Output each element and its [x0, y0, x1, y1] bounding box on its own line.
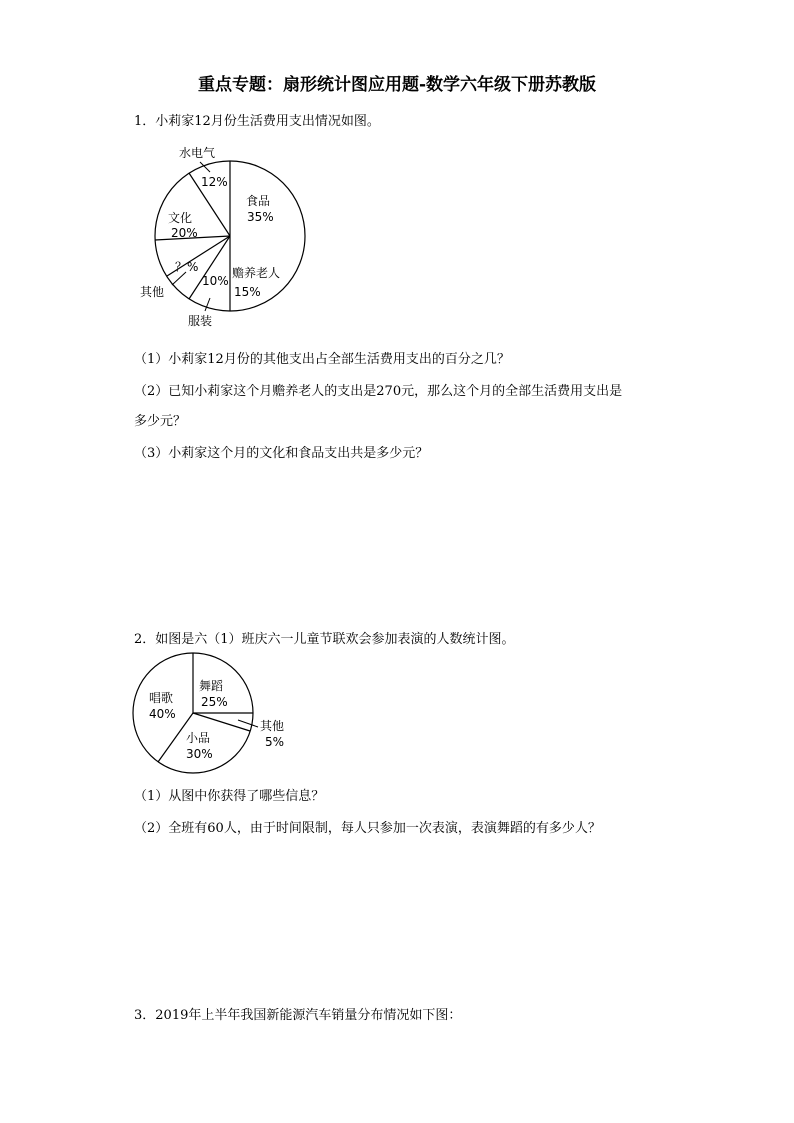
question-1-part-1: （1）小莉家12月份的其他支出占全部生活费用支出的百分之几？ [134, 352, 510, 367]
q1-label-clothes: 服装 [188, 314, 213, 328]
question-3-stem: 3．2019年上半年我国新能源汽车销量分布情况如下图： [134, 1008, 462, 1023]
q2-value-song: 40% [149, 707, 176, 721]
q2-label-dance: 舞蹈 [199, 679, 224, 693]
q1-label-utility: 水电气 [179, 146, 216, 160]
q2-label-other: 其他 [260, 719, 285, 733]
question-2-part-2: （2）全班有60人，由于时间限制，每人只参加一次表演，表演舞蹈的有多少人？ [134, 821, 601, 836]
question-1-stem: 1．小莉家12月份生活费用支出情况如图。 [134, 114, 380, 129]
q1-value-culture: 20% [171, 226, 198, 240]
q1-value-food: 35% [247, 210, 274, 224]
q1-value-elder: 15% [234, 285, 261, 299]
q2-label-skit: 小品 [186, 731, 211, 745]
q1-label-other: 其他 [140, 285, 165, 299]
q2-value-skit: 30% [186, 747, 213, 761]
q2-label-song: 唱歌 [149, 691, 174, 705]
question-1-part-3: （3）小莉家这个月的文化和食品支出共是多少元？ [134, 446, 429, 461]
q2-divider-other-skit [193, 713, 250, 731]
q2-value-other: 5% [265, 735, 285, 749]
q2-value-dance: 25% [201, 695, 228, 709]
question-1-part-2-cont: 多少元？ [134, 414, 187, 429]
q1-label-culture: 文化 [168, 211, 193, 225]
question-1-part-2: （2）已知小莉家这个月赡养老人的支出是270元，那么这个月的全部生活费用支出是 [134, 384, 623, 399]
page-title: 重点专题：扇形统计图应用题-数学六年级下册苏教版 [197, 75, 597, 95]
question-2-part-1: （1）从图中你获得了哪些信息？ [134, 789, 325, 804]
q2-leader-other [238, 720, 258, 727]
q1-value-clothes: 10% [202, 274, 229, 288]
question-2-stem: 2．如图是六（1）班庆六一儿童节联欢会参加表演的人数统计图。 [134, 632, 515, 647]
q1-label-elder: 赡养老人 [232, 266, 281, 280]
q1-value-utility: 12% [201, 175, 228, 189]
q1-value-other: ？% [175, 260, 199, 274]
q1-label-food: 食品 [246, 194, 271, 208]
